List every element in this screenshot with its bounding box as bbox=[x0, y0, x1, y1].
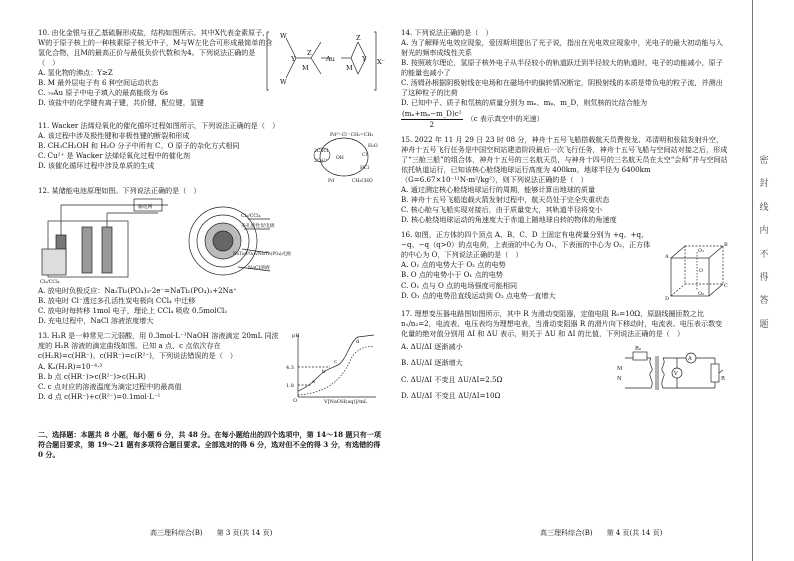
question-17-option-b: B. ΔU/ΔI 逐渐增大 bbox=[401, 358, 463, 368]
question-17 bbox=[401, 309, 728, 404]
question-13-option-b: B. b 点 c(HR⁻)>c(R²⁻)>c(H₂R) bbox=[38, 371, 146, 381]
fig10-label-z2: Z bbox=[356, 34, 361, 42]
fig12-label-grid: 输电网 bbox=[138, 205, 153, 211]
question-17-transformer-figure bbox=[611, 342, 727, 394]
question-15-stem: 15. 2022 年 11 月 29 日 23 时 08 分，神舟十五号飞船搭载航天员费俊龙、邓清明和张陆发射升空，神舟十五号飞行任务是中国空间站建造阶段最后一次飞行任务，神舟十五号飞船与空间站对接之后，形成了“三舱三船”的组合体，神舟十五号的三名航天员，与神舟十四号的三名航天员在太空“会师”并与空间站依托轨道运行，已知该核心舱绕地球运行高度为 400km，地球半径为 6400km（G=6.67×10⁻¹¹N·m²/kg²），则下列说法正确的是（ ） bbox=[401, 134, 728, 184]
question-11-stem: 11. Wacker 法烯烃氧化的催化循环过程如图所示，下列说法正确的是（ ） bbox=[38, 121, 280, 130]
fig11-label-oh: OH bbox=[336, 156, 344, 161]
fig10-label-w1: W bbox=[280, 32, 287, 40]
question-12-option-a: A. 放电时负极反应：Na₃Ti₂(PO₄)₃-2e⁻=NaTi₂(PO₄)₃+2Na⁺ bbox=[38, 286, 237, 296]
question-11-option-a: A. 该过程中涉及极性键和非极性键的断裂和形成 bbox=[38, 131, 190, 141]
fig16-label-c: C bbox=[724, 283, 728, 290]
formula-note: （c 表示真空中的光速） bbox=[466, 114, 544, 124]
question-15-option-a: A. 通过测定核心舱绕地球运行的周期，能够计算出地球的质量 bbox=[401, 184, 596, 194]
fig13-label-d: d bbox=[356, 339, 360, 346]
question-12-option-b: B. 放电时 Cl⁻透过多孔活性炭电极向 CCl₄ 中迁移 bbox=[38, 296, 196, 306]
fig10-label-y2: Y bbox=[362, 55, 367, 63]
left-column bbox=[38, 28, 386, 461]
section-2-instructions bbox=[38, 430, 383, 460]
fig11-label-cu2: 2Cu²⁺ bbox=[314, 159, 328, 164]
question-11 bbox=[38, 121, 383, 184]
question-10-option-a: A. 氢化物的沸点：Y≥Z bbox=[38, 68, 113, 78]
question-16-option-d: D. O₁ 点的电势沿直线运动到 O₂ 点电势一直增大 bbox=[401, 290, 556, 300]
question-11-option-d: D. 该催化循环过程中涉及单质的生成 bbox=[38, 161, 155, 171]
fig11-label-pd: Pd bbox=[328, 179, 335, 184]
seal-line bbox=[752, 0, 753, 561]
formula-denominator: 2 bbox=[429, 119, 435, 129]
fig13-label-a: a bbox=[312, 379, 315, 386]
question-16-option-b: B. O 点的电势小于 O₁ 点的电势 bbox=[401, 270, 503, 280]
fig17-label-voltmeter: V bbox=[674, 371, 678, 378]
question-13 bbox=[38, 331, 383, 425]
question-10-option-c: C. ₇₉Au 原子中电子填入的最高能级为 6s bbox=[38, 88, 168, 98]
fig17-label-ammeter: A bbox=[688, 356, 692, 363]
question-17-option-c: C. ΔU/ΔI 不变且 ΔU/ΔI=2.5Ω bbox=[401, 374, 503, 384]
question-10-option-d: D. 该盐中的化学键有离子键，共价键，配位键，氢键 bbox=[38, 98, 205, 108]
fig10-label-w2: W bbox=[280, 78, 287, 86]
question-17-option-d: D. ΔU/ΔI 不变且 ΔU/ΔI=10Ω bbox=[401, 390, 501, 400]
fig10-label-m1: M bbox=[302, 64, 309, 72]
question-14-formula bbox=[401, 109, 728, 130]
page-3-footer: 高三理科综合(B) 第 3 页(共 14 页) bbox=[150, 529, 273, 537]
question-16-stem: 16. 如图，正方体的四个顶点 A、B、C、D 上固定有电荷量分别为 +q、+q、−q、−q（q>0）的点电荷，上表面的中心为 O₁，下表面的中心为 O₂，正方体的中心为 O，下列说法正确的是（ ） bbox=[401, 230, 651, 260]
question-12-option-d: D. 充电过程中，NaCl 溶液浓度增大 bbox=[38, 316, 154, 326]
fig10-label-y1: Y bbox=[291, 55, 296, 63]
question-15-option-c: C. 核心舱与飞船实现对接后，由于质量变大，其轨道半径将变小 bbox=[401, 205, 603, 215]
section-2-text: 二、选择题：本题共 8 小题，每小题 6 分，共 48 分。在每小题给出的四个选项中，第 14～18 题只有一项符合题目要求，第 19～21 题有多项符合题目要求。全部选对的得 6 分，选对但不全的得 3 分，有选错的得 0 分。 bbox=[38, 430, 381, 460]
fig10-label-x: X⁻ bbox=[377, 58, 386, 66]
fig17-label-r0: R₀ bbox=[635, 346, 641, 353]
fig17-label-n: N bbox=[617, 376, 622, 383]
question-10-stem: 10. 由化金银与亚乙基硫脲形成盐，结构如图所示。其中X代表金素原子，W的于原子核上的一种核素原子核无中子，M与W左化合可形成最简单的含氢化合物，且M的最高正价与最低负价代数和为4。下列说法正确的是（ ） bbox=[38, 28, 273, 68]
fig12-label-nati-electrode: NaTi₂(PO₄)₃/Na₃Ti₂(PO₄)₃电极 bbox=[233, 252, 304, 258]
fig10-label-au: Au bbox=[326, 55, 335, 63]
formula-numerator: (mₙ+mₚ−m_D)c² bbox=[401, 109, 463, 120]
question-14 bbox=[401, 28, 728, 130]
question-11-option-b: B. CH₃CH₂OH 和 H₂O 分子中所有 C、O 原子的杂化方式相同 bbox=[38, 141, 240, 151]
fig11-label-ch3cho: CH₃CHO bbox=[352, 179, 373, 184]
fig13-label-origin: O bbox=[293, 398, 298, 405]
question-17-option-a: A. ΔU/ΔI 逐渐减小 bbox=[401, 342, 463, 352]
fig12-label-cl2-top: Cl₂/CCl₄ bbox=[241, 214, 261, 220]
fig17-label-m: M bbox=[617, 366, 623, 373]
fig16-label-d: D bbox=[665, 296, 670, 303]
fig17-label-r: R bbox=[721, 376, 725, 383]
fig11-label-h2o: H₂O bbox=[368, 144, 378, 149]
question-14-stem: 14. 下列说法正确的是（ ） bbox=[401, 28, 493, 37]
question-10-structure-figure bbox=[266, 28, 384, 98]
fig13-label-1.8: 1.8 bbox=[286, 383, 294, 390]
fig16-label-a: A bbox=[665, 254, 669, 261]
question-13-titration-figure bbox=[284, 331, 384, 406]
question-10-option-b: B. M 最外层电子有 6 种空间运动状态 bbox=[38, 78, 159, 88]
fig11-label-hcl: HCl bbox=[360, 166, 369, 171]
fig16-label-b: B bbox=[724, 242, 728, 249]
question-13-option-c: C. c 点对应的溶液温度为滴定过程中的最高值 bbox=[38, 381, 182, 391]
question-16 bbox=[401, 230, 728, 304]
fig13-label-xaxis: V[NaOH(aq)]/mL bbox=[324, 399, 368, 406]
question-14-option-a: A. 为了解释光电效应现象，爱因斯坦提出了光子说，指出在光电效应现象中，光电子的最大初动能与入射光的频率成线性关系 bbox=[401, 38, 723, 58]
seal-warning: 密 封 线 内 不 得 答 题 bbox=[759, 156, 778, 330]
fig10-label-z1: Z bbox=[307, 49, 312, 57]
fig12-label-nacl: NaCl溶液 bbox=[248, 266, 270, 272]
question-13-stem: 13. H₂R 是一种常见二元弱酸，用 0.3mol·L⁻¹NaOH 溶液滴定 20mL 同浓度的 H₂R 溶液的滴定曲线如图。已知 a 点、c 点依次存在 c(H₂R)=c(HR⁻)、c(HR⁻)=c(R²⁻)，下列说法错误的是（ ） bbox=[38, 331, 279, 361]
question-15 bbox=[401, 135, 728, 226]
right-column bbox=[401, 28, 728, 409]
fig16-label-o1: O₁ bbox=[698, 248, 705, 255]
question-11-catalytic-cycle-figure bbox=[300, 129, 382, 185]
question-15-option-d: D. 核心舱绕地球运动的角速度大于赤道上随地球自转的物体的角速度 bbox=[401, 215, 617, 225]
question-12-battery-figure bbox=[38, 197, 304, 286]
question-16-option-a: A. O₁ 点的电势大于 O₂ 点的电势 bbox=[401, 260, 506, 270]
question-14-option-d: D. 已知中子、质子和氘核的质量分别为 mₙ、mₚ、m_D，则氘核的比结合能为 bbox=[401, 98, 648, 108]
fig13-label-b: b bbox=[322, 369, 326, 376]
fig13-label-ph: pH bbox=[292, 333, 300, 340]
page-4-footer: 高三理科综合(B) 第 4 页(共 14 页) bbox=[540, 529, 663, 537]
fig13-label-4.3: 4.3 bbox=[286, 365, 294, 372]
fig10-label-m2: M bbox=[346, 64, 353, 72]
fig11-label-cucl: 2CuCl bbox=[314, 149, 329, 154]
question-13-option-a: A. Kₐ(H₂R)=10⁻⁴·³ bbox=[38, 361, 103, 371]
question-17-options-block bbox=[401, 342, 728, 404]
question-16-cube-figure bbox=[663, 240, 729, 302]
question-12-option-c: C. 放电时每转移 1mol 电子，理论上 CCl₄ 吸收 0.5molCl₂ bbox=[38, 306, 228, 316]
question-14-option-c: C. 汤姆孙根据阴极射线在电场和在磁场中的偏转情况断定，阴极射线的本质是带负电的粒子流，并测出了这种粒子的比荷 bbox=[401, 78, 723, 98]
question-13-option-d: D. d 点 c(HR⁻)+c(R²⁻)=0.1mol·L⁻¹ bbox=[38, 391, 161, 401]
fig12-label-cl2-bottom: Cl₂/CCl₄ bbox=[40, 280, 60, 286]
question-16-option-c: C. O₁ 点与 O 点的电场强度可能相同 bbox=[401, 280, 518, 290]
question-12-stem: 12. 某储能电池原理如图。下列说法正确的是（ ） bbox=[38, 186, 201, 195]
question-11-option-c: C. Cu²⁺ 是 Wacker 法烯烃氧化过程中的催化剂 bbox=[38, 151, 191, 161]
fig16-label-o2: O₂ bbox=[698, 291, 705, 298]
fig13-label-c: c bbox=[334, 359, 337, 366]
fig12-label-carbon-electrode: 多孔活性炭电极 bbox=[241, 224, 275, 230]
question-14-option-b: B. 按照玻尔理论，氢原子核外电子从半径较小的轨道跃迁到半径较大的轨道时，电子的动能减小，原子的能量也减小了 bbox=[401, 58, 723, 78]
question-15-option-b: B. 神舟十五号飞船追载火箭发射过程中，航天员处于完全失重状态 bbox=[401, 195, 610, 204]
question-10 bbox=[38, 28, 386, 116]
fig11-label-cl: Cl⁻ bbox=[362, 153, 370, 158]
question-12 bbox=[38, 186, 383, 326]
fig16-label-o: O bbox=[699, 268, 704, 275]
question-17-stem: 17. 理想变压器电路图如图所示，其中 R 为滑动变阻器，定值电阻 R₀=10Ω，原副线圈匝数之比 n₁/n₂=2，电流表、电压表均为理想电表，当滑动变阻器 R 的滑片向下移动时，电流表、电压表示数变化量的绝对值分别用 ΔI 和 ΔU 表示，则关于 ΔU 和 ΔI 的比值，下列说法正确的是（ ） bbox=[401, 309, 723, 339]
fig11-label-pd-complex: Pd²⁺·Cl⁻·CH₂=CH₂ bbox=[330, 133, 374, 138]
